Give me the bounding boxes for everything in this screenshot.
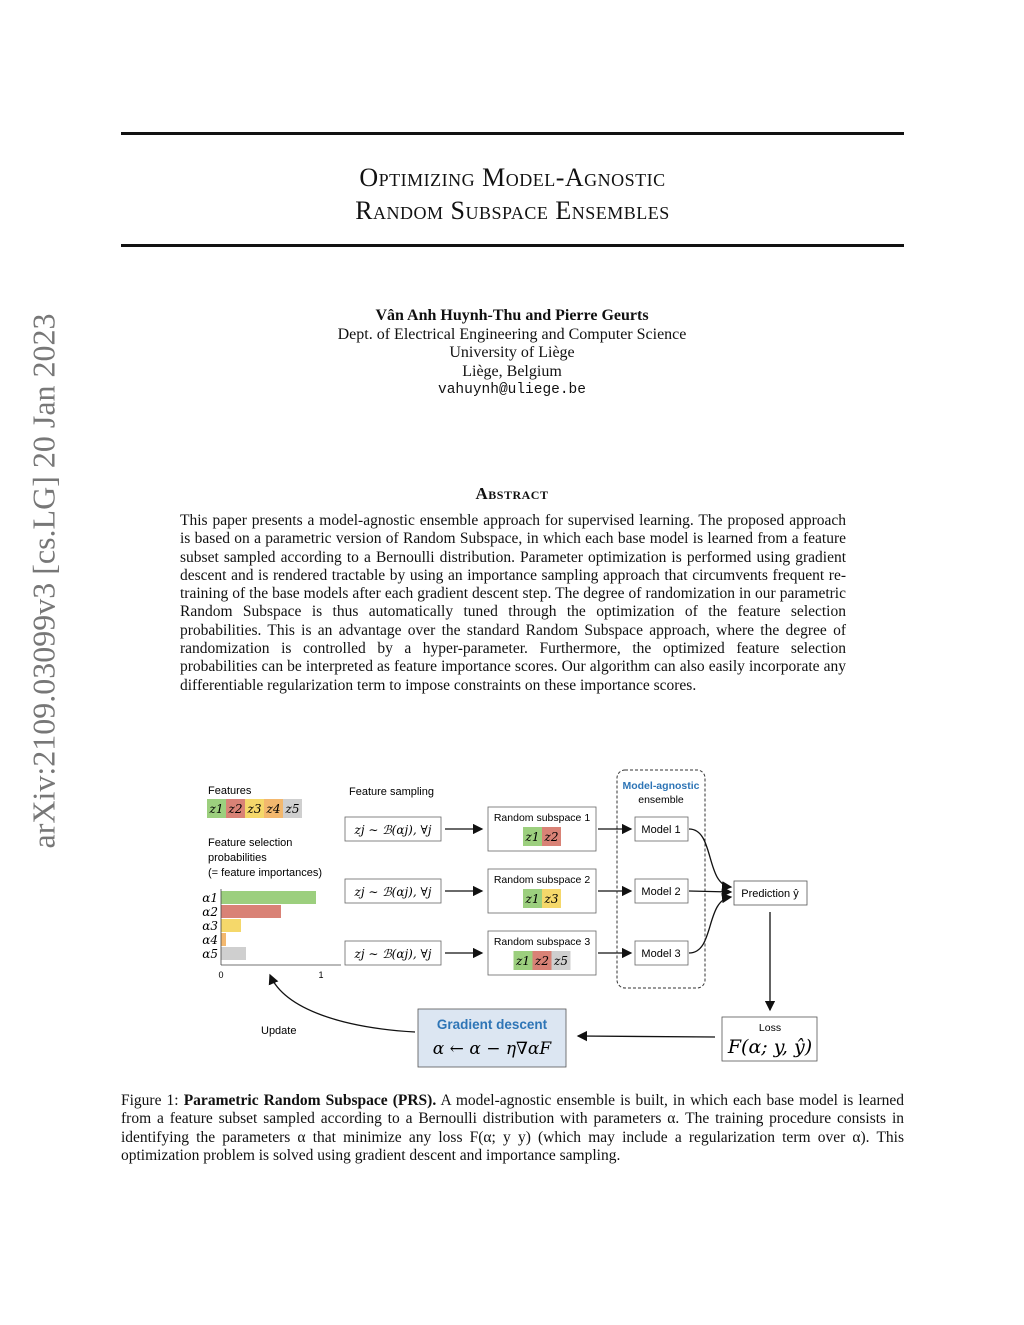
figure-caption (121, 1092, 904, 1165)
feature-chip-1-label: z1 (209, 802, 224, 816)
author-email[interactable]: vahuynh@uliege.be (438, 382, 586, 398)
feature-chips (207, 799, 302, 818)
feature-chip-3-label: z3 (247, 802, 262, 816)
subspace-1-chip-1-label: z1 (525, 830, 540, 844)
alpha-bar-5 (221, 947, 246, 960)
sampling-formula-2: zj ∼ ℬ(αj), ∀j (354, 885, 432, 899)
alpha-label-4: α4 (202, 933, 218, 947)
abstract-heading: Abstract (475, 484, 549, 503)
ensemble-title: Model-agnostic (622, 780, 700, 792)
fsp-label-1: Feature selection (208, 837, 293, 849)
top-rule (121, 132, 904, 135)
fsp-label-2: probabilities (208, 852, 267, 864)
features-label: Features (208, 785, 252, 797)
alpha-label-5: α5 (202, 947, 218, 961)
alpha-bar-3 (221, 919, 241, 932)
loss-label: Loss (758, 1022, 782, 1034)
model-label-3: Model 3 (641, 948, 681, 960)
author-dept: Dept. of Electrical Engineering and Computer Science (337, 325, 687, 343)
subspace-3-chip-1-label: z1 (516, 954, 530, 968)
sampling-boxes (345, 817, 482, 965)
model3-to-prediction (689, 897, 731, 953)
gd-formula: α ← α − η∇αF (432, 1039, 552, 1059)
alpha-tick-0: 0 (218, 970, 224, 980)
subspace-title-3: Random subspace 3 (493, 936, 591, 948)
alpha-bar-2 (221, 905, 281, 918)
sampling-formula-1: zj ∼ ℬ(αj), ∀j (354, 823, 432, 837)
author-university: University of Liège (449, 344, 575, 361)
alpha-bar-chart (202, 889, 341, 980)
feature-chip-2-label: z2 (228, 802, 243, 816)
loss-to-gd-arrow (578, 1036, 715, 1037)
model1-to-prediction (689, 829, 731, 887)
author-names: Vân Anh Huynh-Thu and Pierre Geurts (375, 307, 649, 324)
caption-bold: Parametric Random Subspace (PRS). (183, 1092, 437, 1109)
subspace-2-chip-1-label: z1 (525, 892, 540, 906)
alpha-bar-1 (221, 891, 316, 904)
update-arrow (270, 975, 415, 1032)
sampling-formula-3: zj ∼ ℬ(αj), ∀j (354, 947, 432, 961)
subspace-3-chip-2-label: z2 (535, 954, 549, 968)
abstract-text: This paper presents a model-agnostic ensemble approach for supervised learning. The proposed approach is based on a parametric version of Random Subspace, in which each base model is learned from a feature subset sampled according to a Bernoulli distribution. Parameter optimization is performed using gradient descent and is rendered tractable by using an importance sampling approach that circumvents frequent re-training of the base models after each gradient descent step. The degree of randomization in our parametric Random Subspace is thus automatically tuned through the optimization of the feature selection probabilities. This is an advantage over the standard Random Subspace approach, where the degree of randomization is controlled by a hyper-parameter. Furthermore, the optimized feature selection probabilities can be interpreted as feature importance scores. Our algorithm can also easily incorporate any differentiable regularization term to impose constraints on these importance scores. (180, 512, 846, 694)
loss-formula: F(α; y, ŷ) (727, 1036, 813, 1058)
author-block (200, 307, 824, 400)
gd-title: Gradient descent (436, 1017, 548, 1032)
alpha-label-1: α1 (202, 891, 218, 905)
author-location: Liège, Belgium (462, 362, 562, 380)
model-boxes (635, 817, 688, 965)
subspace-title-1: Random subspace 1 (493, 812, 591, 824)
subspace-boxes (488, 807, 631, 975)
paper-title-line1: Optimizing Model-Agnostic (359, 163, 666, 192)
arxiv-stamp: arXiv:2109.03099v3 [cs.LG] 20 Jan 2023 (25, 313, 62, 849)
bottom-rule (121, 244, 904, 247)
subspace-3-chip-3-label: z5 (554, 954, 568, 968)
subspace-1-chip-2-label: z2 (544, 830, 559, 844)
feature-sampling-label: Feature sampling (349, 786, 434, 798)
model2-to-prediction (689, 891, 731, 892)
prediction-label: Prediction ŷ (741, 888, 799, 900)
model-label-2: Model 2 (641, 886, 681, 898)
paper-title-line2: Random Subspace Ensembles (355, 196, 670, 225)
prs-figure (195, 760, 835, 1080)
feature-chip-5-label: z5 (285, 802, 300, 816)
ensemble-subtitle: ensemble (638, 794, 684, 806)
subspace-title-2: Random subspace 2 (493, 874, 591, 886)
subspace-2-chip-2-label: z3 (544, 892, 559, 906)
update-label: Update (261, 1025, 297, 1037)
model-label-1: Model 1 (641, 824, 681, 836)
fsp-label-3: (= feature importances) (208, 867, 323, 879)
caption-text: A model-agnostic ensemble is built, in which each base model is learned from a feature subset sampled according to a Bernoulli distribution with parameters α. The training procedure consists in identifying the parameters α that minimize any loss F(α; y y) (which may include a regularization term over α). This optimization problem is solved using gradient descent and importance sampling. (121, 1092, 905, 1164)
alpha-label-3: α3 (202, 919, 218, 933)
alpha-bar-4 (221, 933, 226, 946)
alpha-tick-1: 1 (318, 970, 324, 980)
caption-prefix: Figure 1: (121, 1092, 179, 1109)
feature-chip-4-label: z4 (266, 802, 281, 816)
alpha-label-2: α2 (202, 905, 218, 919)
